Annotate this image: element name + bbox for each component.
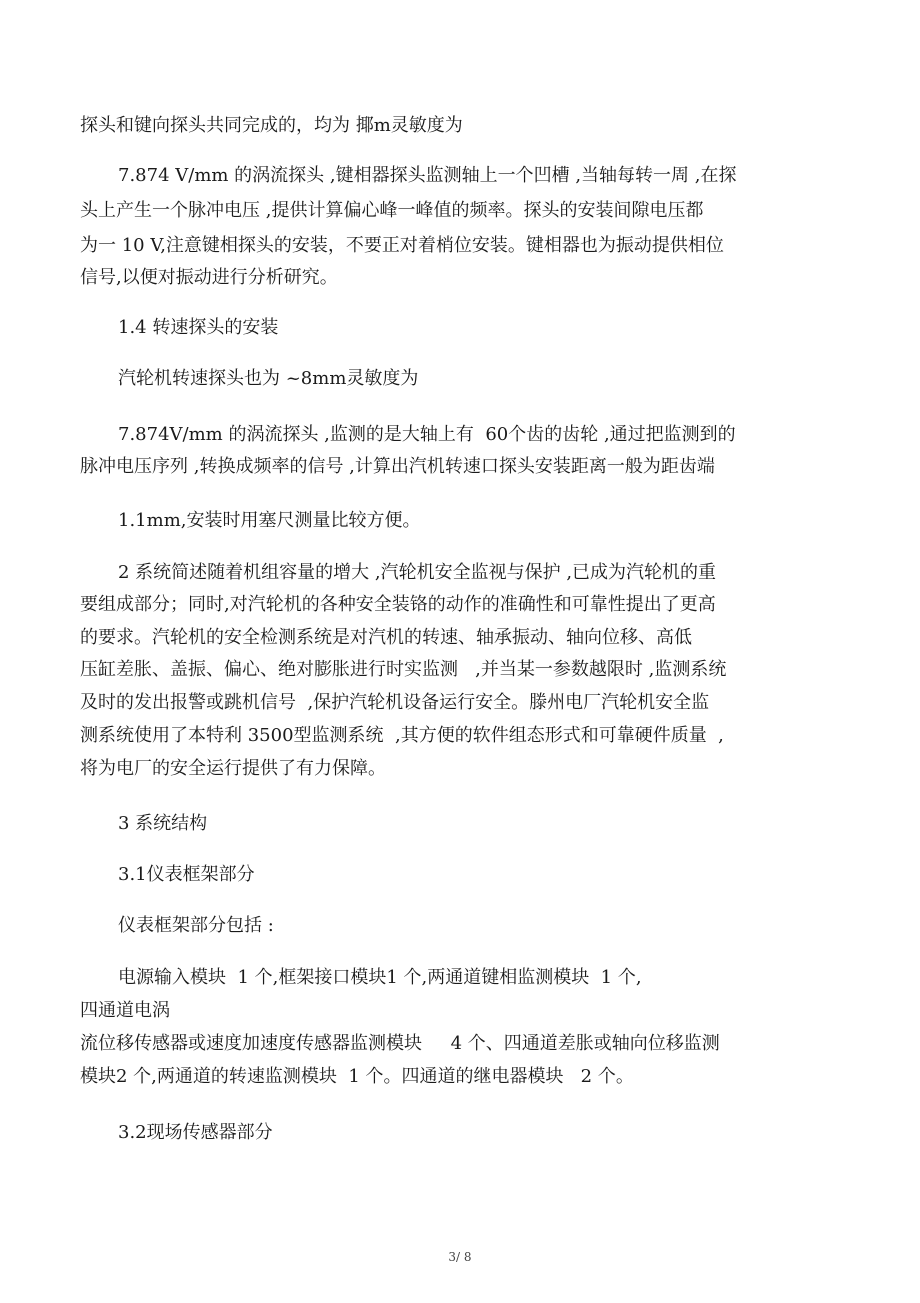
section-heading: 1.4 转速探头的安装 (118, 317, 279, 338)
paragraph-line: 模块2 个,两通道的转速监测模块 1 个。四通道的继电器模块 2 个。 (80, 1066, 634, 1087)
paragraph-line: 要组成部分；同时,对汽轮机的各种安全装铬的动作的准确性和可靠性提出了更高 (80, 594, 716, 615)
paragraph-line: 及时的发出报警或跳机信号 ,保护汽轮机设备运行安全。滕州电厂汽轮机安全监 (80, 692, 710, 713)
paragraph-line: 将为电厂的安全运行提供了有力保障。 (80, 758, 386, 779)
paragraph-line: 汽轮机转速探头也为 ~8mm灵敏度为 (118, 368, 419, 389)
paragraph-line: 7.874 V/mm 的涡流探头 ,键相器探头监测轴上一个凹槽 ,当轴每转一周 ,在探 (118, 165, 737, 186)
paragraph-line: 2 系统简述随着机组容量的增大 ,汽轮机安全监视与保护 ,已成为汽轮机的重 (118, 562, 717, 583)
paragraph-line: 头上产生一个脉冲电压 ,提供计算偏心峰一峰值的频率。探头的安装间隙电压都 (80, 200, 704, 221)
paragraph-line: 的要求。汽轮机的安全检测系统是对汽机的转速、轴承振动、轴向位移、高低 (80, 627, 692, 648)
paragraph-line: 7.874V/mm 的涡流探头 ,监测的是大轴上有 60个齿的齿轮 ,通过把监测到的 (118, 424, 736, 445)
paragraph-line: 压缸差胀、盖振、偏心、绝对膨胀进行时实监测 ,并当某一参数越限时 ,监测系统 (80, 659, 727, 680)
section-heading: 3 系统结构 (118, 813, 208, 834)
paragraph-line: 1.1mm,安装时用塞尺测量比较方便。 (118, 510, 421, 531)
section-heading: 3.2现场传感器部分 (118, 1122, 273, 1143)
page-number: 3/ 8 (448, 1250, 472, 1264)
paragraph-line: 四通道电涡 (80, 1000, 170, 1021)
paragraph-line: 测系统使用了本特利 3500型监测系统 ,其方便的软件组态形式和可靠硬件质量 , (80, 725, 724, 746)
paragraph-line: 为一 10 V,注意键相探头的安装，不要正对着梢位安装。键相器也为振动提供相位 (80, 235, 724, 256)
paragraph-line: 信号,以便对振动进行分析研究。 (80, 267, 338, 288)
paragraph-line: 脉冲电压序列 ,转换成频率的信号 ,计算出汽机转速口探头安装距离一般为距齿端 (80, 456, 715, 477)
paragraph-line: 电源输入模块 1 个,框架接口模块1 个,两通道键相监测模块 1 个, (118, 967, 642, 988)
section-heading: 3.1仪表框架部分 (118, 864, 255, 885)
paragraph-line: 流位移传感器或速度加速度传感器监测模块 4 个、四通道差胀或轴向位移监测 (80, 1033, 720, 1054)
paragraph-line: 探头和键向探头共同完成的，均为 揶m灵敏度为 (80, 115, 463, 136)
paragraph-line: 仪表框架部分包括 : (118, 915, 274, 936)
